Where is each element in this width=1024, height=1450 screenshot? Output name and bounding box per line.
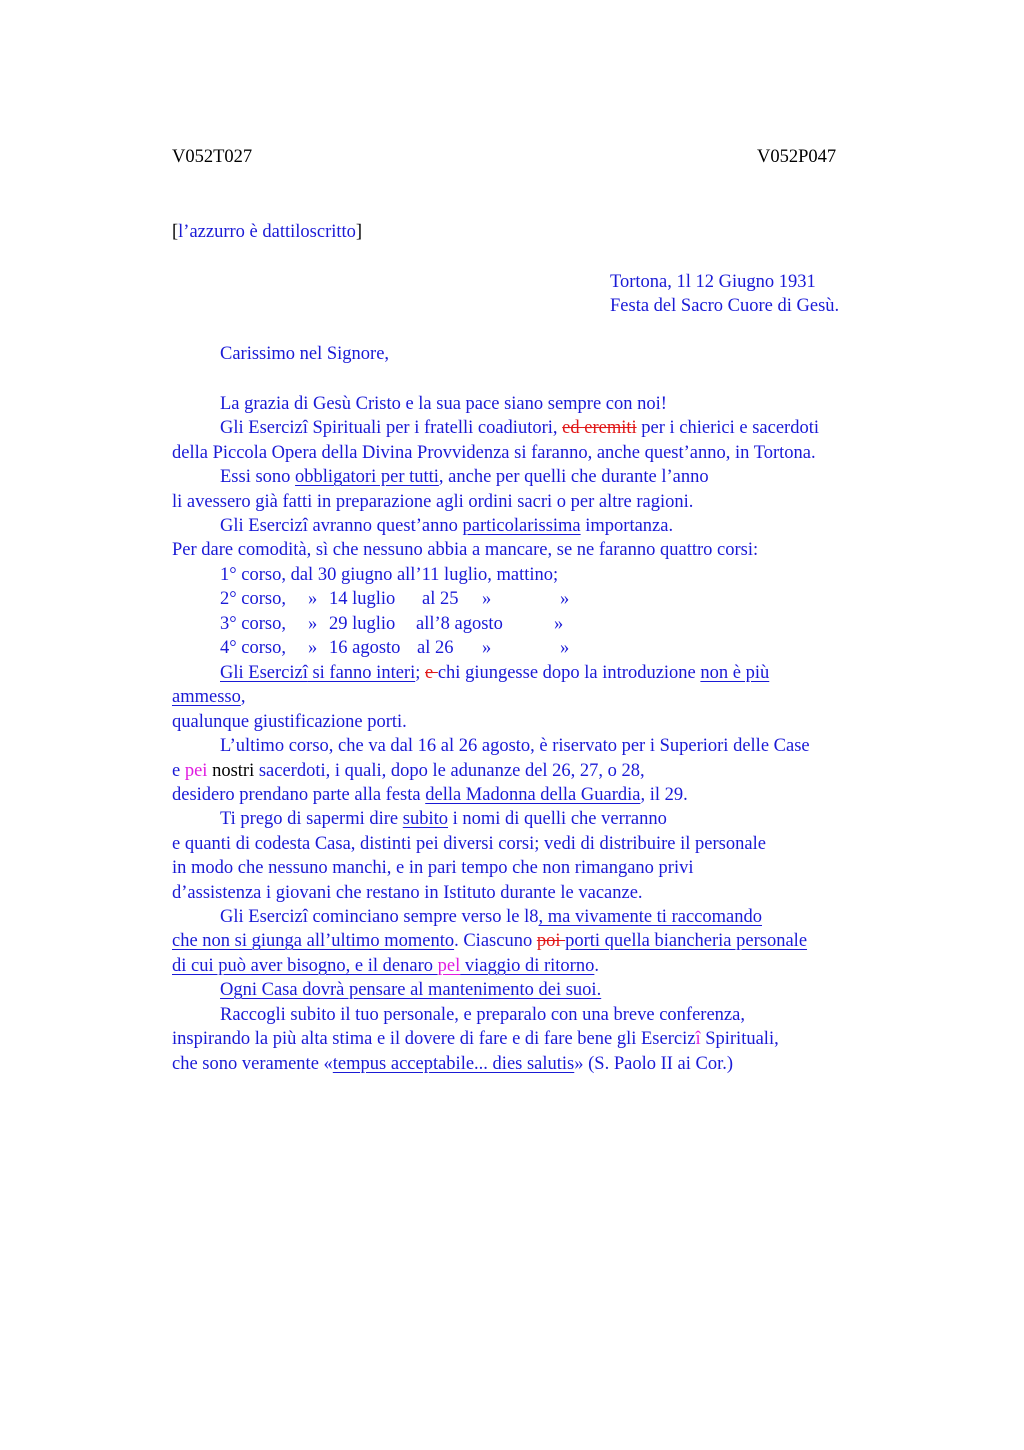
body-line: in modo che nessuno manchi, e in pari tempo che non rimangano privi: [172, 858, 694, 878]
body-line: desidero prendano parte alla festa della Madonna della Guardia, il 29.: [172, 785, 688, 805]
body-line: e pei nostri sacerdoti, i quali, dopo le adunanze del 26, 27, o 28,: [172, 761, 645, 781]
body-line: che sono veramente «tempus acceptabile... dies salutis» (S. Paolo II ai Cor.): [172, 1054, 734, 1074]
body-line: L’ultimo corso, che va dal 16 al 26 agosto, è riservato per i Superiori delle Case: [220, 736, 810, 756]
dateline-place-date: Tortona, 1l 12 Giugno 1931: [610, 272, 816, 292]
body-line: li avessero già fatti in preparazione agli ordini sacri o per altre ragioni.: [172, 492, 694, 512]
course-line: 4° corso, » 16 agosto al 26 » »: [220, 638, 570, 658]
body-line: Ti prego di sapermi dire subito i nomi di quelli che verranno: [220, 809, 667, 829]
body-line: Essi sono obbligatori per tutti, anche per quelli che durante l’anno: [220, 467, 709, 487]
body-line: Raccogli subito il tuo personale, e preparalo con una breve conferenza,: [220, 1005, 745, 1025]
body-line: Gli Esercizî Spirituali per i fratelli coadiutori, ed eremiti per i chierici e sacerdoti: [220, 418, 819, 438]
course-line: 2° corso, » 14 luglio al 25 » »: [220, 589, 570, 609]
body-line: Gli Esercizî cominciano sempre verso le l8, ma vivamente ti raccomando: [220, 907, 762, 927]
body-line: ammesso,: [172, 687, 246, 707]
dateline-feast: Festa del Sacro Cuore di Gesù.: [610, 296, 840, 316]
body-line: Per dare comodità, sì che nessuno abbia a mancare, se ne faranno quattro corsi:: [172, 540, 759, 560]
header-left-code: V052T027: [172, 147, 253, 167]
body-line: Ogni Casa dovrà pensare al mantenimento dei suoi.: [220, 980, 602, 1000]
body-line: e quanti di codesta Casa, distinti pei diversi corsi; vedi di distribuire il personale: [172, 834, 766, 854]
body-line: Gli Esercizî avranno quest’anno particolarissima importanza.: [220, 516, 674, 536]
body-line: inspirando la più alta stima e il dovere di fare e di fare bene gli Esercizî Spirituali,: [172, 1029, 779, 1049]
body-line: qualunque giustificazione porti.: [172, 712, 407, 732]
editorial-note: [l’azzurro è dattiloscritto]: [172, 222, 363, 242]
body-line: che non si giunga all’ultimo momento. Ciascuno poi porti quella biancheria personale: [172, 931, 808, 951]
salutation: Carissimo nel Signore,: [220, 344, 390, 364]
body-line: Gli Esercizî si fanno interi; e chi giungesse dopo la introduzione non è più: [220, 663, 770, 683]
course-line: 3° corso, » 29 luglio all’8 agosto »: [220, 614, 564, 634]
header-right-code: V052P047: [757, 147, 837, 167]
body-line: della Piccola Opera della Divina Provvidenza si faranno, anche quest’anno, in Tortona.: [172, 443, 816, 463]
body-line: di cui può aver bisogno, e il denaro pel viaggio di ritorno.: [172, 956, 599, 976]
course-line: 1° corso, dal 30 giugno all’11 luglio, mattino;: [220, 565, 559, 585]
body-line: d’assistenza i giovani che restano in Istituto durante le vacanze.: [172, 883, 643, 903]
body-line: La grazia di Gesù Cristo e la sua pace siano sempre con noi!: [220, 394, 667, 414]
